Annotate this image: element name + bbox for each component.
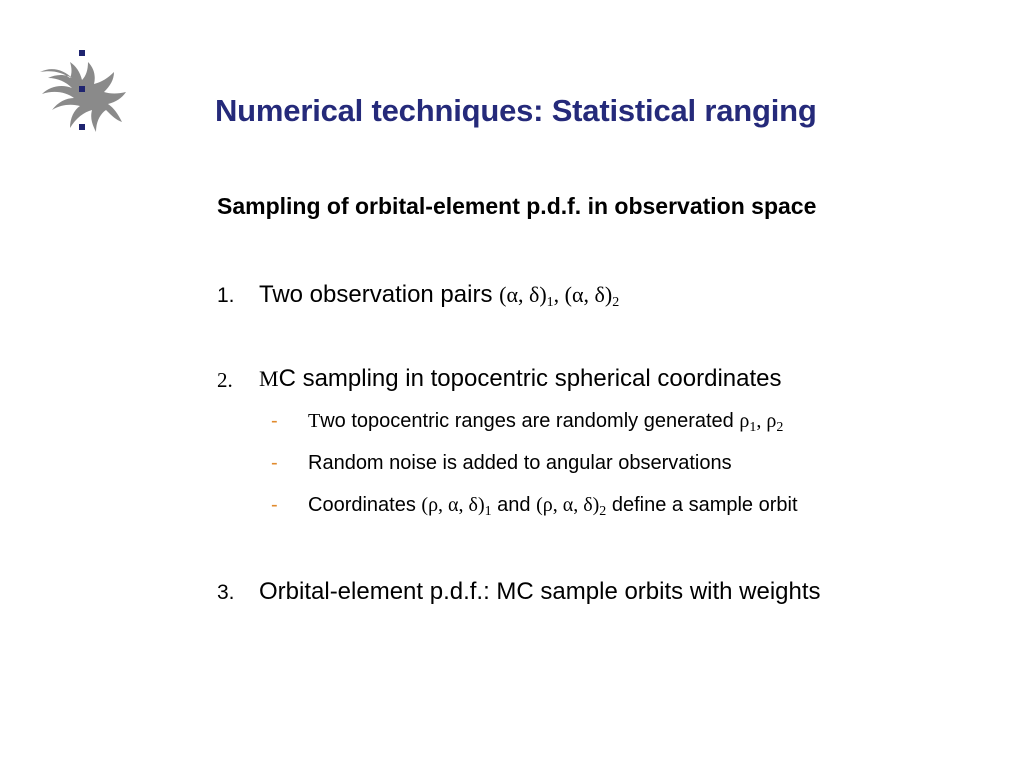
item-text: Orbital-element p.d.f.: MC sample orbits with weights bbox=[259, 578, 821, 605]
math-expression: (ρ, α, $\delta)_1$ bbox=[421, 494, 492, 519]
math-expression: (α, $\delta)_1$, (α, $\delta)_2$ bbox=[499, 282, 620, 310]
bullet-text: Coordinates (ρ, α, $\delta)_1$ and (ρ, α, $\delta)_2$ define a sample orbit bbox=[308, 494, 798, 519]
sub-bullet-1 bbox=[271, 410, 951, 438]
slide-subtitle: Sampling of orbital-element p.d.f. in observation space bbox=[217, 193, 817, 219]
item-number: 3. bbox=[217, 581, 235, 604]
list-item-2 bbox=[217, 365, 917, 397]
item-number: 1. bbox=[217, 284, 235, 307]
bullet-dash: - bbox=[271, 452, 278, 474]
bullet-dash: - bbox=[271, 410, 278, 432]
math-expression: $\rho_1$, $\rho_2$ bbox=[739, 410, 784, 435]
list-item-1 bbox=[217, 281, 777, 313]
bullet-text: Two topocentric ranges are randomly generated $\rho_1$, $\rho_2$ bbox=[308, 410, 784, 435]
slide-title: Numerical techniques: Statistical ranging bbox=[215, 93, 817, 128]
flame-logo-icon bbox=[30, 44, 130, 140]
item-number: 2. bbox=[217, 368, 233, 392]
university-flame-logo bbox=[30, 44, 130, 140]
item-text: MC sampling in topocentric spherical coordinates bbox=[259, 365, 782, 392]
sub-bullet-3 bbox=[271, 494, 971, 522]
bullet-text: Random noise is added to angular observations bbox=[308, 452, 732, 474]
item-text: Two observation pairs (α, $\delta)_1$, (α, $\delta)_2$ bbox=[259, 281, 620, 310]
bullet-dash: - bbox=[271, 494, 278, 516]
list-item-3 bbox=[217, 578, 937, 610]
math-expression: (ρ, α, $\delta)_2$ bbox=[536, 494, 607, 519]
sub-bullet-2 bbox=[271, 452, 951, 480]
